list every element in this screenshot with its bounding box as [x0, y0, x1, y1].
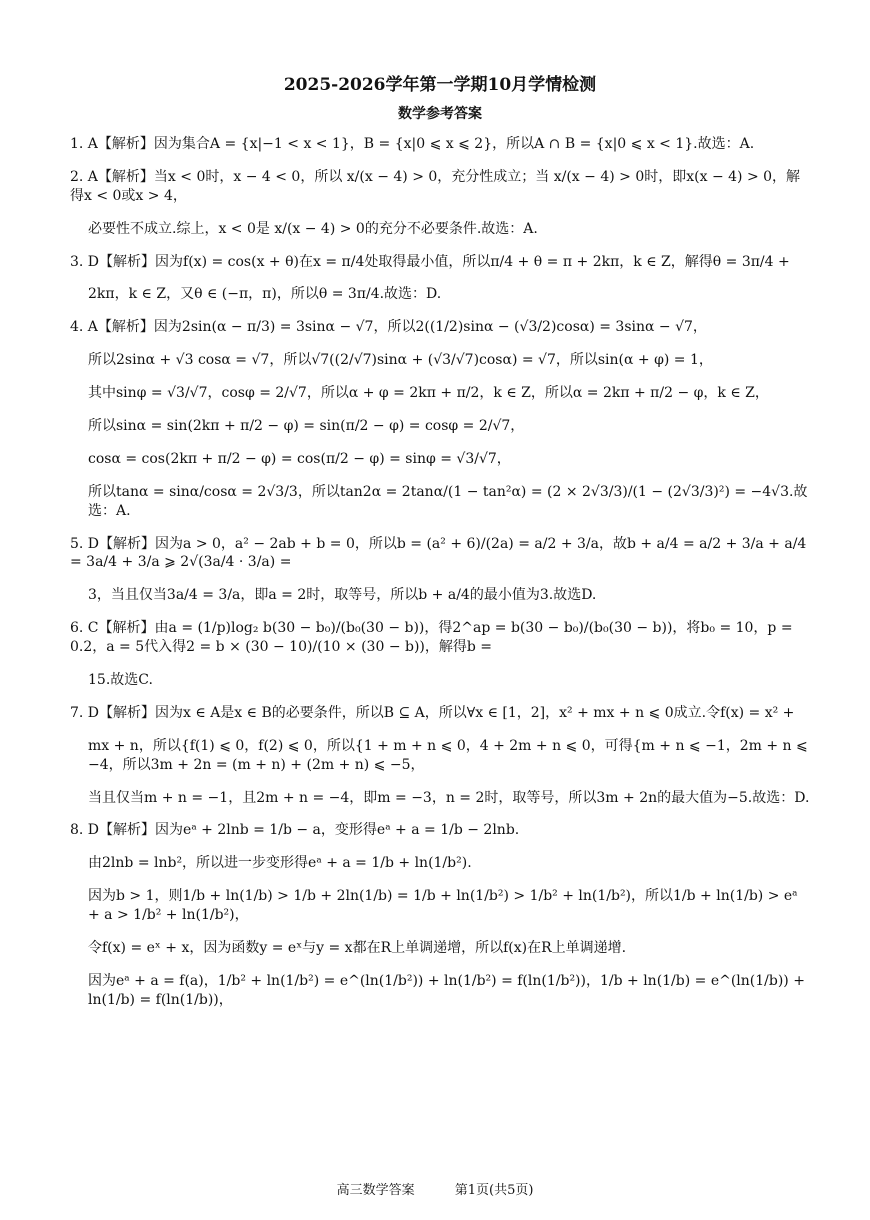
answer-line: 必要性不成立.综上，x < 0是 x/(x − 4) > 0的充分不必要条件.故选：A. — [88, 220, 538, 237]
answer-line: 15.故选C. — [88, 672, 153, 689]
answer-line: 2kπ，k ∈ Z，又θ ∈ (−π，π)，所以θ = 3π/4.故选：D. — [88, 286, 442, 303]
page-subtitle: 数学参考答案 — [398, 106, 482, 122]
answer-line: 2. A【解析】当x < 0时，x − 4 < 0，所以 x/(x − 4) > 0，充分性成立；当 x/(x − 4) > 0时，即x(x − 4) > 0，解得x < 0或x > 4， — [70, 168, 801, 204]
answer-line: 所以sinα = sin(2kπ + π/2 − φ) = sin(π/2 − φ) = cosφ = 2/√7， — [88, 418, 525, 435]
answer-line: cosα = cos(2kπ + π/2 − φ) = cos(π/2 − φ) = sinφ = √3/√7， — [88, 450, 511, 467]
answer-8 — [70, 821, 810, 1009]
answer-7 — [70, 704, 810, 808]
answer-3 — [70, 253, 810, 305]
footer-right: 第1页(共5页) — [454, 1183, 534, 1198]
answer-line: 因为eᵃ + a = f(a)，1/b² + ln(1/b²) = e^(ln(1/b²)) + ln(1/b²) = f(ln(1/b²))，1/b + ln(1/b) = e^(ln(1/b)) + ln(1/b) = f(ln(1/b))， — [88, 972, 805, 1008]
answer-line: mx + n，所以{f(1) ⩽ 0，f(2) ⩽ 0，所以{1 + m + n ⩽ 0，4 + 2m + n ⩽ 0，可得{m + n ⩽ −1，2m + n ⩽ −4，所以3m + 2n = (m + n) + (2m + n) ⩽ −5， — [88, 737, 808, 773]
answer-line: 8. D【解析】因为eᵃ + 2lnb = 1/b − a，变形得eᵃ + a = 1/b − 2lnb. — [70, 822, 520, 839]
answer-line: 所以tanα = sinα/cosα = 2√3/3，所以tan2α = 2tanα/(1 − tan²α) = (2 × 2√3/3)/(1 − (2√3/3)²) = −4√3.故选：A. — [88, 483, 808, 519]
answer-line: 所以2sinα + √3 cosα = √7，所以√7((2/√7)sinα + (√3/√7)cosα) = √7，所以sin(α + φ) = 1， — [88, 352, 713, 369]
answer-6 — [70, 619, 810, 690]
answer-line: 因为b > 1，则1/b + ln(1/b) > 1/b + 2ln(1/b) = 1/b + ln(1/b²) > 1/b² + ln(1/b²)，所以1/b + ln(1/b) > eᵃ + a > 1/b² + ln(1/b²)， — [88, 888, 798, 924]
answer-line: 1. A【解析】因为集合A = {x|−1 < x < 1}，B = {x|0 ⩽ x ⩽ 2}，所以A ∩ B = {x|0 ⩽ x < 1}.故选：A. — [70, 136, 755, 152]
answer-line: 令f(x) = eˣ + x，因为函数y = eˣ与y = x都在R上单调递增，所以f(x)在R上单调递增. — [88, 940, 627, 957]
answer-5 — [70, 535, 810, 606]
answer-2 — [70, 168, 810, 239]
page-title: 2025-2026学年第一学期10月学情检测 — [283, 75, 597, 95]
footer-left: 高三数学答案 — [336, 1183, 415, 1198]
answer-1 — [70, 135, 810, 154]
answer-line: 4. A【解析】因为2sin(α − π/3) = 3sinα − √7，所以2((1/2)sinα − (√3/2)cosα) = 3sinα − √7， — [70, 319, 707, 336]
answer-line: 6. C【解析】由a = (1/p)log₂ b(30 − b₀)/(b₀(30 − b))，得2^ap = b(30 − b₀)/(b₀(30 − b))，将b₀ = 10，p = 0.2，a = 5代入得2 = b × (30 − 10)/(10 × (30 − b))，解得b = — [70, 620, 793, 656]
answer-line: 5. D【解析】因为a > 0，a² − 2ab + b = 0，所以b = (a² + 6)/(2a) = a/2 + 3/a，故b + a/4 = a/2 + 3/a + a/4 = 3a/4 + 3/a ⩾ 2√(3a/4 · 3/a) = — [70, 535, 807, 571]
answer-line: 当且仅当m + n = −1，且2m + n = −4，即m = −3，n = 2时，取等号，所以3m + 2n的最大值为−5.故选：D. — [88, 789, 810, 806]
answer-line: 7. D【解析】因为x ∈ A是x ∈ B的必要条件，所以B ⊆ A，所以∀x ∈ [1，2]，x² + mx + n ⩽ 0成立.令f(x) = x² + — [70, 704, 795, 721]
answer-4 — [70, 318, 810, 520]
answer-line: 其中sinφ = √3/√7，cosφ = 2/√7，所以α + φ = 2kπ + π/2，k ∈ Z，所以α = 2kπ + π/2 − φ，k ∈ Z， — [88, 385, 769, 402]
answer-line: 3，当且仅当3a/4 = 3/a，即a = 2时，取等号，所以b + a/4的最小值为3.故选D. — [88, 587, 597, 604]
answer-line: 3. D【解析】因为f(x) = cos(x + θ)在x = π/4处取得最小值，所以π/4 + θ = π + 2kπ，k ∈ Z，解得θ = 3π/4 + — [70, 253, 790, 270]
answer-line: 由2lnb = lnb²，所以进一步变形得eᵃ + a = 1/b + ln(1/b²). — [88, 855, 472, 872]
answer-list — [70, 135, 810, 1010]
page-footer — [0, 1179, 870, 1198]
